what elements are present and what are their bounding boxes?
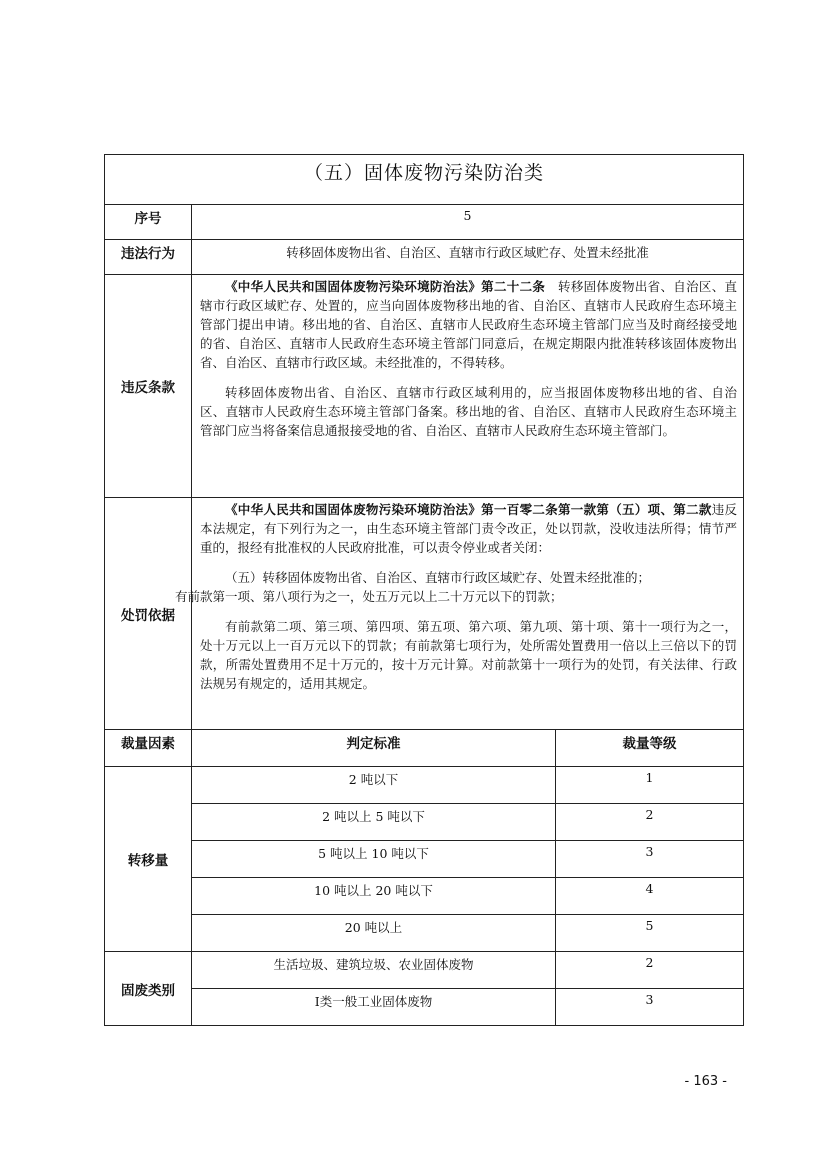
transfer-grade: 2 [556,804,744,841]
penalty-p2b: 有前款第一项、第八项行为之一，处五万元以上二十万元以下的罚款； [175,589,563,604]
transfer-criteria: 20 吨以上 [192,915,556,952]
clause-p1: 转移固体废物出省、自治区、直辖市行政区域贮存、处置的，应当向固体废物移出地的省、自治区、直辖市人民政府生态环境主管部门提出申请。移出地的省、自治区、直辖市人民政府生态环境主管部门应当及时商经接受地的省、自治区、直辖市人民政府生态环境主管部门同意后，在规定期限内批准转移该固体废物出省、自治区、直辖市行政区域。未经批准的，不得转移。 [200,279,738,370]
waste-criteria: 生活垃圾、建筑垃圾、农业固体废物 [192,952,556,989]
transfer-criteria: 2 吨以上 5 吨以下 [192,804,556,841]
transfer-criteria: 10 吨以上 20 吨以下 [192,878,556,915]
page-number: - 163 - [684,1074,727,1089]
violated-clause-text [192,275,744,498]
penalty-p2: （五）转移固体废物出省、自治区、直辖市行政区域贮存、处置未经批准的； [225,570,651,585]
serial-value: 5 [192,205,744,240]
waste-type-label: 固废类别 [105,952,192,1026]
clause-p2: 转移固体废物出省、自治区、直辖市行政区域利用的，应当报固体废物移出地的省、自治区、直辖市人民政府生态环境主管部门备案。移出地的省、自治区、直辖市人民政府生态环境主管部门应当将备案信息通报接受地的省、自治区、直辖市人民政府生态环境主管部门。 [200,385,738,438]
transfer-grade: 4 [556,878,744,915]
section-title: （五）固体废物污染防治类 [105,155,744,205]
penalty-basis-label: 处罚依据 [105,498,192,730]
penalty-table [104,154,744,1026]
clause-law-ref: 《中华人民共和国固体废物污染环境防治法》第二十二条 [225,279,546,294]
penalty-basis-text [175,498,744,730]
penalty-p3: 有前款第二项、第三项、第四项、第五项、第六项、第九项、第十项、第十一项行为之一，处十万元以上一百万元以下的罚款；有前款第七项行为，处所需处置费用一倍以上三倍以下的罚款，所需处置费用不足十万元的，按十万元计算。对前款第十一项行为的处罚，有关法律、行政法规另有规定的，适用其规定。 [200,619,738,691]
penalty-p1: 违反本法规定，有下列行为之一，由生态环境主管部门责令改正，处以罚款，没收违法所得；情节严重的，报经有批准权的人民政府批准，可以责令停业或者关闭： [200,502,738,555]
criteria-header: 判定标准 [192,730,556,767]
transfer-grade: 1 [556,767,744,804]
penalty-law-ref: 《中华人民共和国固体废物污染环境防治法》第一百零二条第一款第（五）项、第二款 [225,502,712,517]
transfer-criteria: 2 吨以下 [192,767,556,804]
discretion-factor-label: 裁量因素 [105,730,192,767]
violation-label: 违法行为 [105,240,192,275]
transfer-grade: 5 [556,915,744,952]
transfer-amount-label: 转移量 [105,767,192,952]
waste-grade: 2 [556,952,744,989]
serial-label: 序号 [105,205,192,240]
grade-header: 裁量等级 [556,730,744,767]
violated-clause-label: 违反条款 [105,275,192,498]
violation-text: 转移固体废物出省、自治区、直辖市行政区域贮存、处置未经批准 [192,240,744,275]
waste-criteria: Ⅰ类一般工业固体废物 [192,989,556,1026]
transfer-criteria: 5 吨以上 10 吨以下 [192,841,556,878]
waste-grade: 3 [556,989,744,1026]
transfer-grade: 3 [556,841,744,878]
